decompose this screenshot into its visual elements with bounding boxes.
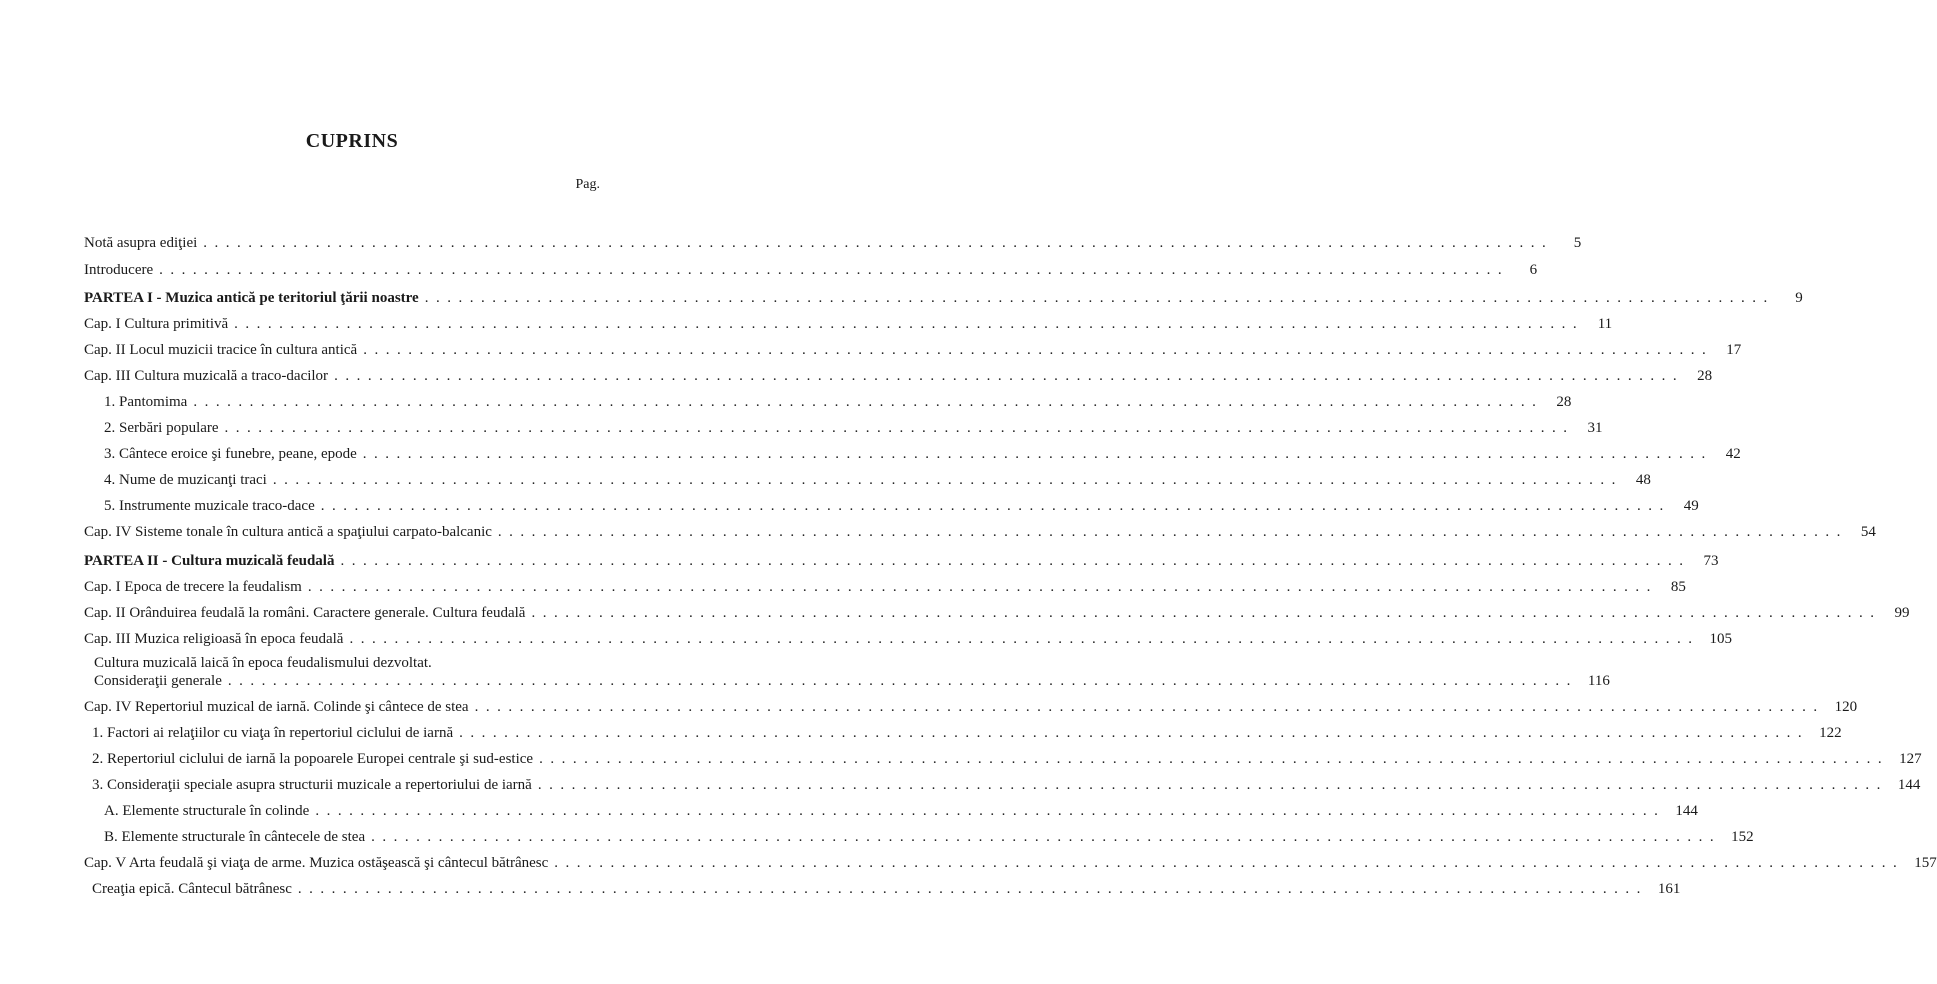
entry-label: Cap. II Locul muzicii tracice în cultura antică — [84, 342, 358, 358]
entry-page: 28 — [1556, 394, 1572, 410]
dot-leader: . . . . . . . . . . . . . . . . . . . . . . . . . . . . . . . . . . . . . . . . . . . . . . . . . . . . . . . . . . . . . . . . . . . . . . . . . . . . . . . . . . . . . . . . . . . . . . . . . . . . . . . . . . . . . . . . . . . . . . . . — [234, 316, 1585, 332]
entry-page: 144 — [1897, 777, 1921, 793]
toc-entry — [92, 881, 1681, 903]
entry-label: 1. Pantomima — [104, 394, 188, 410]
entry-page: 127 — [1899, 751, 1922, 767]
toc-entry — [92, 777, 1921, 799]
dot-leader: . . . . . . . . . . . . . . . . . . . . . . . . . . . . . . . . . . . . . . . . . . . . . . . . . . . . . . . . . . . . . . . . . . . . . . . . . . . . . . . . . . . . . . . . . . . . . . . . . . . . . . . . . . . . . . . . . . . . . . . . — [159, 262, 1510, 278]
entry-label: 2. Repertoriul ciclului de iarnă la popoarele Europei centrale şi sud-estice — [92, 751, 534, 767]
entry-page: 120 — [1834, 699, 1858, 715]
entry-label: 4. Nume de muzicanţi traci — [104, 472, 267, 488]
toc-entry — [104, 394, 1572, 416]
entry-page: 5 — [1573, 235, 1582, 251]
entry-page: 116 — [1587, 673, 1610, 689]
toc-entry — [84, 855, 1937, 877]
entry-label-line1: Cultura muzicală laică în epoca feudalismului dezvoltat. — [94, 655, 432, 671]
page-column-label: Pag. — [575, 177, 600, 192]
dot-leader: . . . . . . . . . . . . . . . . . . . . . . . . . . . . . . . . . . . . . . . . . . . . . . . . . . . . . . . . . . . . . . . . . . . . . . . . . . . . . . . . . . . . . . . . . . . . . . . . . . . . . . . . . . . . . . . . . . . . . . . . — [320, 498, 1671, 514]
entry-label: 1. Factori ai relaţiilor cu viaţa în repertoriul ciclului de iarnă — [92, 725, 454, 741]
dot-leader: . . . . . . . . . . . . . . . . . . . . . . . . . . . . . . . . . . . . . . . . . . . . . . . . . . . . . . . . . . . . . . . . . . . . . . . . . . . . . . . . . . . . . . . . . . . . . . . . . . . . . . . . . . . . . . . . . . . . . . . . — [554, 855, 1905, 871]
entry-page: 48 — [1635, 472, 1651, 488]
dot-leader: . . . . . . . . . . . . . . . . . . . . . . . . . . . . . . . . . . . . . . . . . . . . . . . . . . . . . . . . . . . . . . . . . . . . . . . . . . . . . . . . . . . . . . . . . . . . . . . . . . . . . . . . . . . . . . . . . . . . . . . . — [474, 699, 1825, 715]
entry-label: Cap. IV Sisteme tonale în cultura antică a spaţiului carpato-balcanic — [84, 524, 492, 540]
toc-part-entry — [84, 290, 1803, 312]
entry-label: A. Elemente structurale în colinde — [104, 803, 310, 819]
toc-part-entry — [84, 553, 1719, 575]
toc-entry — [84, 342, 1742, 364]
entry-label: 2. Serbări populare — [104, 420, 219, 436]
dot-leader: . . . . . . . . . . . . . . . . . . . . . . . . . . . . . . . . . . . . . . . . . . . . . . . . . . . . . . . . . . . . . . . . . . . . . . . . . . . . . . . . . . . . . . . . . . . . . . . . . . . . . . . . . . . . . . . . . . . . . . . . — [307, 579, 1658, 595]
entry-page: 157 — [1914, 855, 1937, 871]
entry-page: 42 — [1725, 446, 1741, 462]
entry-page: 9 — [1795, 290, 1803, 306]
entry-label: Cap. V Arta feudală şi viaţa de arme. Muzica ostăşească şi cântecul bătrânesc — [84, 855, 549, 871]
dot-leader: . . . . . . . . . . . . . . . . . . . . . . . . . . . . . . . . . . . . . . . . . . . . . . . . . . . . . . . . . . . . . . . . . . . . . . . . . . . . . . . . . . . . . . . . . . . . . . . . . . . . . . . . . . . . . . . . . . . . . . . . — [539, 751, 1890, 767]
entry-label: PARTEA I - Muzica antică pe teritoriul ţării noastre — [84, 290, 419, 306]
entry-page: 49 — [1683, 498, 1699, 514]
toc-entry — [84, 605, 1910, 627]
toc-entry — [84, 579, 1686, 601]
entry-page: 54 — [1860, 524, 1876, 540]
toc-entry — [104, 446, 1741, 468]
dot-leader: . . . . . . . . . . . . . . . . . . . . . . . . . . . . . . . . . . . . . . . . . . . . . . . . . . . . . . . . . . . . . . . . . . . . . . . . . . . . . . . . . . . . . . . . . . . . . . . . . . . . . . . . . . . . . . . . . . . . . . . . — [537, 777, 1888, 793]
entry-label: B. Elemente structurale în cântecele de stea — [104, 829, 366, 845]
dot-leader: . . . . . . . . . . . . . . . . . . . . . . . . . . . . . . . . . . . . . . . . . . . . . . . . . . . . . . . . . . . . . . . . . . . . . . . . . . . . . . . . . . . . . . . . . . . . . . . . . . . . . . . . . . . . . . . . . . . . . . . . — [315, 803, 1666, 819]
entry-label: Cap. II Orânduirea feudală la români. Caractere generale. Cultura feudală — [84, 605, 526, 621]
dot-leader: . . . . . . . . . . . . . . . . . . . . . . . . . . . . . . . . . . . . . . . . . . . . . . . . . . . . . . . . . . . . . . . . . . . . . . . . . . . . . . . . . . . . . . . . . . . . . . . . . . . . . . . . . . . . . . . . . . . . . . . . — [371, 829, 1722, 845]
dot-leader: . . . . . . . . . . . . . . . . . . . . . . . . . . . . . . . . . . . . . . . . . . . . . . . . . . . . . . . . . . . . . . . . . . . . . . . . . . . . . . . . . . . . . . . . . . . . . . . . . . . . . . . . . . . . . . . . . . . . . . . . — [531, 605, 1882, 621]
dot-leader: . . . . . . . . . . . . . . . . . . . . . . . . . . . . . . . . . . . . . . . . . . . . . . . . . . . . . . . . . . . . . . . . . . . . . . . . . . . . . . . . . . . . . . . . . . . . . . . . . . . . . . . . . . . . . . . . . . . . . . . . — [363, 342, 1714, 358]
toc-entry — [104, 829, 1754, 851]
toc-entry — [84, 631, 1732, 653]
toc-entry — [94, 673, 1610, 695]
page-title: CUPRINS — [305, 130, 399, 152]
entry-page: 6 — [1529, 262, 1538, 278]
dot-leader: . . . . . . . . . . . . . . . . . . . . . . . . . . . . . . . . . . . . . . . . . . . . . . . . . . . . . . . . . . . . . . . . . . . . . . . . . . . . . . . . . . . . . . . . . . . . . . . . . . . . . . . . . . . . . . . . . . . . . . . . — [193, 394, 1544, 410]
toc-entry — [84, 524, 1876, 546]
entry-label: Cap. III Cultura muzicală a traco-dacilor — [84, 368, 329, 384]
entry-page: 28 — [1697, 368, 1713, 384]
toc-entry — [84, 699, 1858, 721]
dot-leader: . . . . . . . . . . . . . . . . . . . . . . . . . . . . . . . . . . . . . . . . . . . . . . . . . . . . . . . . . . . . . . . . . . . . . . . . . . . . . . . . . . . . . . . . . . . . . . . . . . . . . . . . . . . . . . . . . . . . . . . . — [424, 290, 1775, 306]
entry-page: 99 — [1894, 605, 1910, 621]
toc-entry — [84, 262, 1538, 284]
dot-leader: . . . . . . . . . . . . . . . . . . . . . . . . . . . . . . . . . . . . . . . . . . . . . . . . . . . . . . . . . . . . . . . . . . . . . . . . . . . . . . . . . . . . . . . . . . . . . . . . . . . . . . . . . . . . . . . . . . . . . . . . — [272, 472, 1623, 488]
dot-leader: . . . . . . . . . . . . . . . . . . . . . . . . . . . . . . . . . . . . . . . . . . . . . . . . . . . . . . . . . . . . . . . . . . . . . . . . . . . . . . . . . . . . . . . . . . . . . . . . . . . . . . . . . . . . . . . . . . . . . . . . — [459, 725, 1810, 741]
entry-label: Consideraţii generale — [94, 673, 222, 689]
toc-entry — [84, 235, 1582, 257]
entry-page: 17 — [1726, 342, 1742, 358]
dot-leader: . . . . . . . . . . . . . . . . . . . . . . . . . . . . . . . . . . . . . . . . . . . . . . . . . . . . . . . . . . . . . . . . . . . . . . . . . . . . . . . . . . . . . . . . . . . . . . . . . . . . . . . . . . . . . . . . . . . . . . . . — [297, 881, 1648, 897]
dot-leader: . . . . . . . . . . . . . . . . . . . . . . . . . . . . . . . . . . . . . . . . . . . . . . . . . . . . . . . . . . . . . . . . . . . . . . . . . . . . . . . . . . . . . . . . . . . . . . . . . . . . . . . . . . . . . . . . . . . . . . . . — [227, 673, 1578, 689]
toc-entry — [92, 751, 1922, 773]
entry-label: Creaţia epică. Cântecul bătrânesc — [92, 881, 292, 897]
entry-page: 73 — [1703, 553, 1719, 569]
toc-entry — [104, 498, 1699, 520]
entry-label: 5. Instrumente muzicale traco-dace — [104, 498, 315, 514]
entry-page: 31 — [1587, 420, 1603, 436]
dot-leader: . . . . . . . . . . . . . . . . . . . . . . . . . . . . . . . . . . . . . . . . . . . . . . . . . . . . . . . . . . . . . . . . . . . . . . . . . . . . . . . . . . . . . . . . . . . . . . . . . . . . . . . . . . . . . . . . . . . . . . . . — [340, 553, 1691, 569]
dot-leader: . . . . . . . . . . . . . . . . . . . . . . . . . . . . . . . . . . . . . . . . . . . . . . . . . . . . . . . . . . . . . . . . . . . . . . . . . . . . . . . . . . . . . . . . . . . . . . . . . . . . . . . . . . . . . . . . . . . . . . . . — [334, 368, 1685, 384]
toc-entry — [104, 803, 1698, 825]
entry-page: 122 — [1819, 725, 1842, 741]
entry-page: 85 — [1670, 579, 1686, 595]
entry-label: Notă asupra ediţiei — [84, 235, 198, 251]
dot-leader: . . . . . . . . . . . . . . . . . . . . . . . . . . . . . . . . . . . . . . . . . . . . . . . . . . . . . . . . . . . . . . . . . . . . . . . . . . . . . . . . . . . . . . . . . . . . . . . . . . . . . . . . . . . . . . . . . . . . . . . . — [203, 235, 1554, 251]
entry-page: 161 — [1657, 881, 1681, 897]
entry-label: Cap. I Epoca de trecere la feudalism — [84, 579, 302, 595]
toc-entry — [92, 725, 1842, 747]
dot-leader: . . . . . . . . . . . . . . . . . . . . . . . . . . . . . . . . . . . . . . . . . . . . . . . . . . . . . . . . . . . . . . . . . . . . . . . . . . . . . . . . . . . . . . . . . . . . . . . . . . . . . . . . . . . . . . . . . . . . . . . . — [224, 420, 1575, 436]
entry-page: 11 — [1597, 316, 1613, 332]
entry-label: 3. Consideraţii speciale asupra structurii muzicale a repertoriului de iarnă — [92, 777, 532, 793]
entry-label: Introducere — [84, 262, 154, 278]
toc-entry — [104, 420, 1603, 442]
entry-label: PARTEA II - Cultura muzicală feudală — [84, 553, 335, 569]
entry-label: Cap. IV Repertoriul muzical de iarnă. Colinde şi cântece de stea — [84, 699, 469, 715]
entry-label: 3. Cântece eroice şi funebre, peane, epode — [104, 446, 357, 462]
toc-entry — [104, 472, 1651, 494]
toc-entry — [84, 316, 1613, 338]
toc-entry — [84, 368, 1713, 390]
entry-label: Cap. III Muzica religioasă în epoca feudală — [84, 631, 344, 647]
entry-page: 144 — [1675, 803, 1698, 819]
entry-label: Cap. I Cultura primitivă — [84, 316, 229, 332]
entry-page: 105 — [1709, 631, 1732, 647]
dot-leader: . . . . . . . . . . . . . . . . . . . . . . . . . . . . . . . . . . . . . . . . . . . . . . . . . . . . . . . . . . . . . . . . . . . . . . . . . . . . . . . . . . . . . . . . . . . . . . . . . . . . . . . . . . . . . . . . . . . . . . . . — [349, 631, 1700, 647]
dot-leader: . . . . . . . . . . . . . . . . . . . . . . . . . . . . . . . . . . . . . . . . . . . . . . . . . . . . . . . . . . . . . . . . . . . . . . . . . . . . . . . . . . . . . . . . . . . . . . . . . . . . . . . . . . . . . . . . . . . . . . . . — [362, 446, 1713, 462]
entry-page: 152 — [1731, 829, 1754, 845]
dot-leader: . . . . . . . . . . . . . . . . . . . . . . . . . . . . . . . . . . . . . . . . . . . . . . . . . . . . . . . . . . . . . . . . . . . . . . . . . . . . . . . . . . . . . . . . . . . . . . . . . . . . . . . . . . . . . . . . . . . . . . . . — [497, 524, 1848, 540]
